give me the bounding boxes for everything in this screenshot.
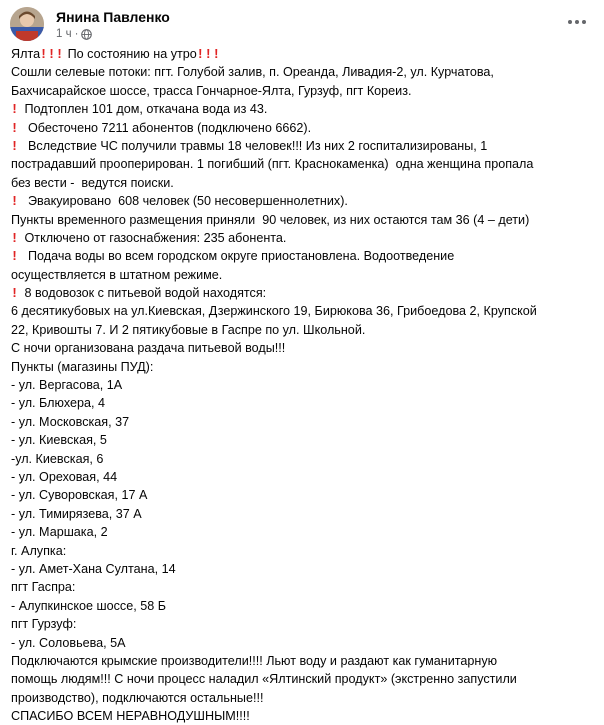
line-text: СПАСИБО ВСЕМ НЕРАВНОДУШНЫМ!!!! [11, 709, 250, 724]
red-exclamation-icon: ! [12, 119, 17, 135]
red-exclamation-icon: ! [198, 46, 203, 61]
line-text: Подача воды во всем городском округе приостановлена. Водоотведение [21, 249, 455, 264]
post-line [11, 82, 597, 100]
post-line [11, 211, 597, 229]
post-line [11, 284, 597, 302]
post-line [11, 707, 597, 725]
red-exclamation-icon: ! [49, 46, 54, 61]
post-line [11, 321, 597, 339]
line-text: помощь людям!!! С ночи процесс наладил «Ялтинский продукт» (экстренно запустили [11, 672, 517, 687]
post-line [11, 302, 597, 320]
line-text: пгт Гаспра: [11, 580, 76, 595]
post-line [11, 670, 597, 688]
line-text: 22, Кривошты 7. И 2 пятикубовые в Гаспре по ул. Школьной. [11, 322, 366, 337]
line-text: пгт Гурзуф: [11, 617, 77, 632]
post-line [11, 505, 597, 523]
line-text: - ул. Амет-Хана Султана, 14 [11, 561, 176, 576]
post-line [11, 137, 597, 155]
line-text: - ул. Соловьева, 5А [11, 635, 126, 650]
line-text: - ул. Московская, 37 [11, 414, 130, 429]
line-text: осуществляется в штатном режиме. [11, 267, 223, 282]
red-exclamation-icon: ! [214, 46, 219, 61]
post-line [11, 578, 597, 596]
line-text: Эвакуировано 608 человек (50 несовершеннолетних). [21, 194, 348, 209]
more-horizontal-icon [568, 20, 572, 24]
line-text: Подтоплен 101 дом, откачана вода из 43. [21, 102, 268, 117]
post-line [11, 63, 597, 81]
line-text: - Алупкинское шоссе, 58 Б [11, 598, 166, 613]
line-text: 8 водовозок с питьевой водой находятся: [21, 286, 267, 301]
line-text: Ялта [11, 47, 41, 61]
post-line [11, 431, 597, 449]
line-text: производство), подключаются остальные!!! [11, 690, 264, 705]
avatar[interactable] [10, 7, 44, 41]
red-exclamation-icon: ! [12, 193, 17, 209]
post-line [11, 486, 597, 504]
post-line [11, 229, 597, 247]
globe-icon[interactable] [81, 29, 92, 40]
post-line [11, 615, 597, 633]
post-line [11, 560, 597, 578]
post-line [11, 45, 597, 63]
line-text: - ул. Суворовская, 17 А [11, 488, 148, 503]
author-name[interactable]: Янина Павленко [56, 9, 170, 25]
post-line [11, 358, 597, 376]
red-exclamation-icon: ! [12, 248, 17, 264]
red-exclamation-icon: ! [206, 46, 211, 61]
post-line [11, 119, 597, 137]
line-text: пострадавший прооперирован. 1 погибший (пгт. Краснокаменка) одна женщина пропала [11, 157, 534, 172]
line-text: г. Алупка: [11, 543, 67, 558]
line-text: Сошли селевые потоки: пгт. Голубой залив, п. Ореанда, Ливадия-2, ул. Курчатова, [11, 65, 494, 80]
line-text: Отключено от газоснабжения: 235 абонента. [21, 230, 287, 245]
red-exclamation-icon: ! [12, 285, 17, 301]
line-text: - ул. Маршака, 2 [11, 525, 108, 540]
line-text: - ул. Киевская, 5 [11, 433, 107, 448]
line-text: без вести - ведутся поиски. [11, 175, 174, 190]
line-text: Обесточено 7211 абонентов (подключено 6662). [21, 120, 312, 135]
post-line [11, 192, 597, 210]
meta-separator: · [74, 28, 79, 40]
red-exclamation-icon: ! [12, 137, 17, 153]
post-line [11, 689, 597, 707]
post-line [11, 468, 597, 486]
post-time[interactable]: 1 ч [56, 28, 72, 40]
line-text: Подключаются крымские производители!!!! Льют воду и раздают как гуманитарную [11, 653, 498, 668]
post-line [11, 523, 597, 541]
line-text: С ночи организована раздача питьевой воды!!! [11, 341, 286, 356]
post-meta [56, 28, 92, 40]
post-line [11, 174, 597, 192]
more-options-button[interactable] [564, 12, 590, 32]
post-line [11, 266, 597, 284]
line-text: - ул. Ореховая, 44 [11, 469, 118, 484]
line-text: - ул. Блюхера, 4 [11, 396, 106, 411]
line-text: 6 десятикубовых на ул.Киевская, Дзержинского 19, Бирюкова 36, Грибоедова 2, Крупской [11, 304, 537, 319]
post-line [11, 339, 597, 357]
post-header [10, 6, 594, 42]
red-exclamation-icon: ! [57, 46, 62, 61]
line-text: Бахчисарайское шоссе, трасса Гончарное-Ялта, Гурзуф, пгт Кореиз. [11, 83, 412, 98]
post-line [11, 155, 597, 173]
line-text: - ул. Вергасова, 1А [11, 378, 123, 393]
line-text: -ул. Киевская, 6 [11, 451, 104, 466]
line-text: - ул. Тимирязева, 37 А [11, 506, 142, 521]
post-line [11, 597, 597, 615]
red-exclamation-icon: ! [41, 46, 46, 61]
red-exclamation-icon: ! [12, 229, 17, 245]
red-exclamation-icon: ! [12, 101, 17, 117]
post-line [11, 413, 597, 431]
line-text: Пункты (магазины ПУД): [11, 359, 154, 374]
post-line [11, 634, 597, 652]
post-line [11, 652, 597, 670]
line-text: По состоянию на утро [64, 47, 197, 61]
post-line [11, 394, 597, 412]
line-text: Вследствие ЧС получили травмы 18 человек!!! Из них 2 госпитализированы, 1 [21, 138, 488, 153]
post-line [11, 542, 597, 560]
post-line [11, 247, 597, 265]
line-text: Пункты временного размещения приняли 90 человек, из них остаются там 36 (4 – дети) [11, 212, 530, 227]
post-line [11, 450, 597, 468]
post-text [11, 45, 597, 725]
post-line [11, 376, 597, 394]
post-line [11, 100, 597, 118]
